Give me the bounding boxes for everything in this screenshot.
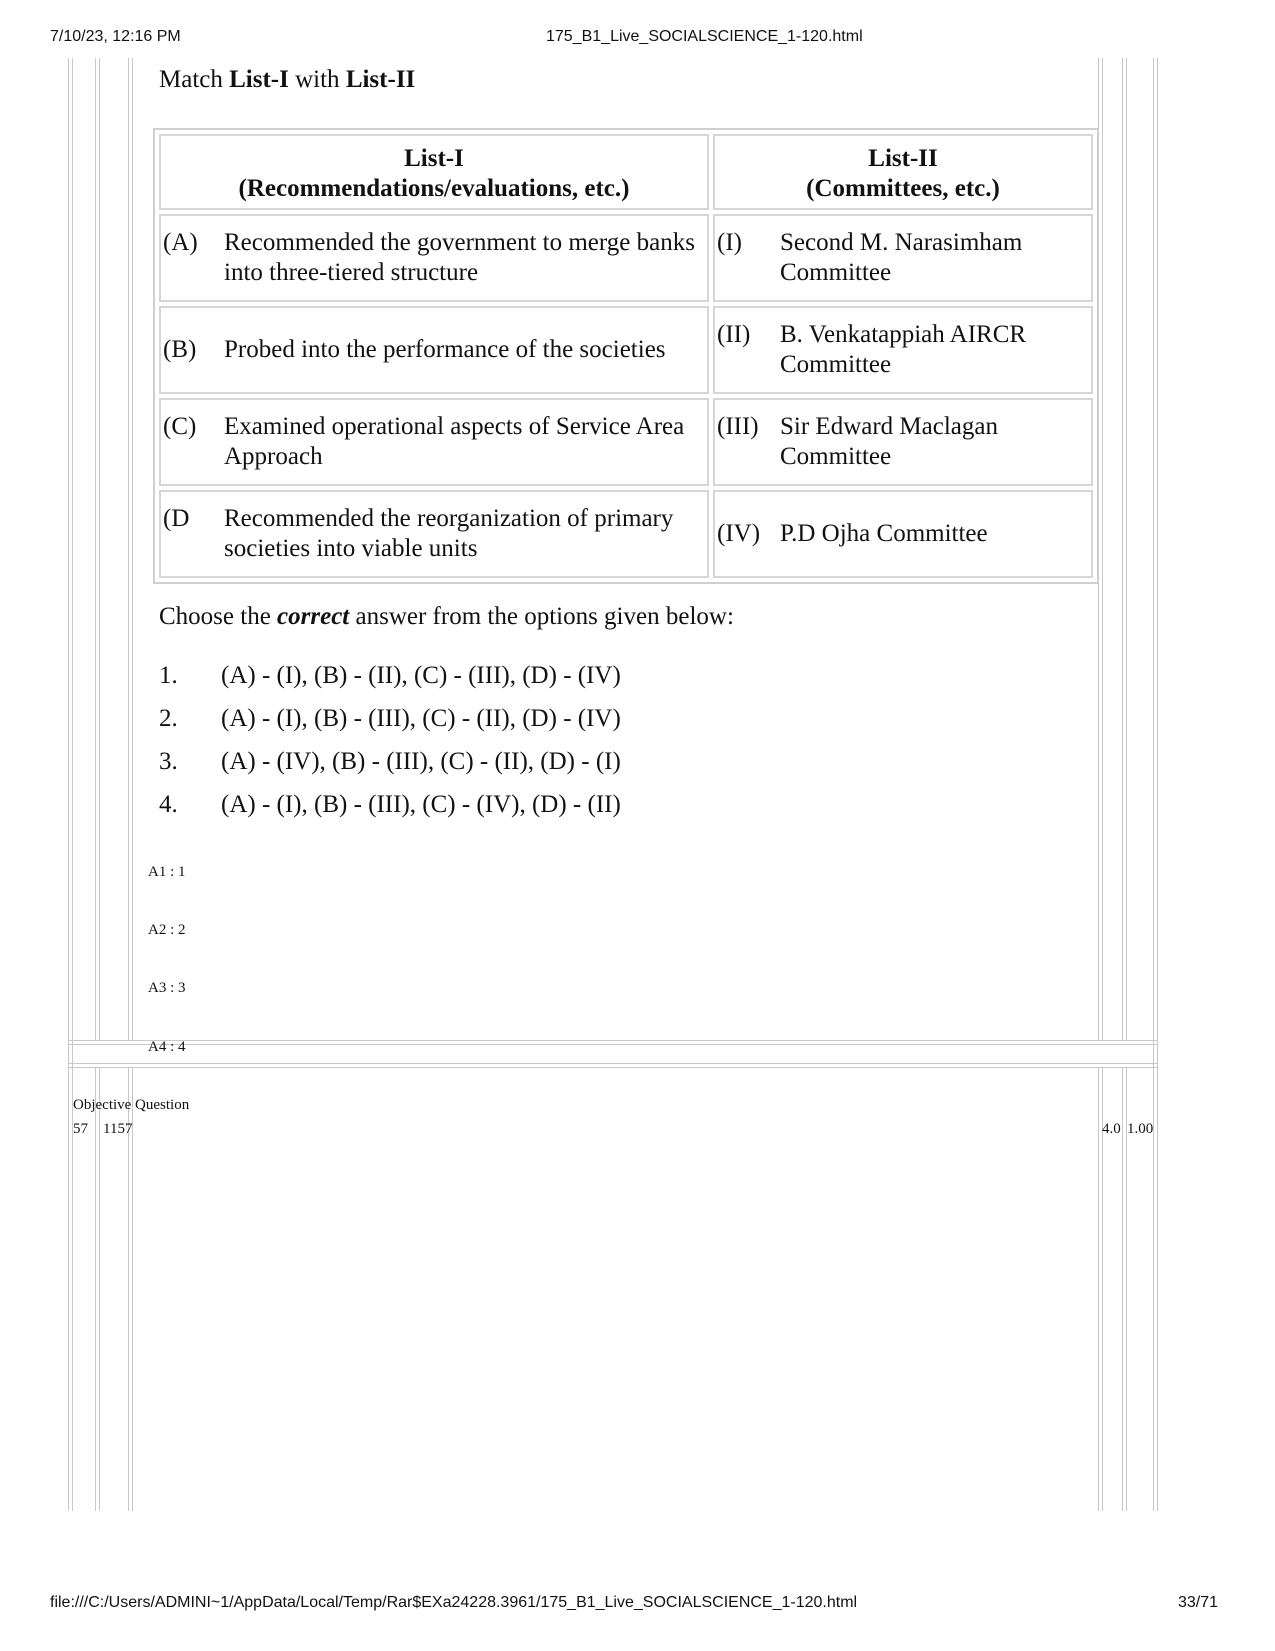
grid-line <box>1122 1067 1123 1511</box>
list1-cell <box>159 306 709 394</box>
grid-line <box>68 1067 1158 1068</box>
choose-instruction <box>159 603 734 631</box>
answer-key-2: A2 : 2 <box>148 922 186 938</box>
option-number: 1. <box>159 662 178 689</box>
list2-header <box>713 134 1093 210</box>
option-2 <box>159 705 621 733</box>
list2-cell <box>713 306 1093 394</box>
list1-cell <box>159 490 709 578</box>
grid-line <box>128 58 129 1040</box>
list2-cell <box>713 214 1093 302</box>
marks-value: 4.0 <box>1102 1121 1121 1137</box>
question-intro <box>159 66 415 94</box>
print-file-path: file:///C:/Users/ADMINI~1/AppData/Local/Temp/Rar$EXa24228.3961/175_B1_Live_SOCIALSCIENCE_1-120.html <box>50 1594 858 1611</box>
choose-emphasis: correct <box>277 603 350 630</box>
row-text: Recommended the reorganization of primary societies into viable units <box>224 505 674 562</box>
intro-list1: List-I <box>229 66 289 93</box>
intro-text: Match <box>159 66 230 93</box>
table-row <box>159 306 1093 394</box>
row-text: Second M. Narasimham Committee <box>780 229 1023 286</box>
grid-line <box>95 1067 96 1511</box>
question-type-label: Objective Question <box>73 1097 190 1113</box>
list1-cell <box>159 398 709 486</box>
answer-key-4: A4 : 4 <box>148 1039 186 1055</box>
grid-line <box>1153 58 1154 1511</box>
grid-line <box>68 1063 1158 1064</box>
option-number: 4. <box>159 791 178 818</box>
print-page-number: 33/71 <box>1178 1594 1219 1611</box>
grid-line <box>68 58 69 1511</box>
table-row <box>159 214 1093 302</box>
row-text: B. Venkatappiah AIRCR Committee <box>780 321 1027 378</box>
table-row <box>159 490 1093 578</box>
row-label: (B) <box>163 336 197 363</box>
option-text: (A) - (I), (B) - (III), (C) - (IV), (D) - (II) <box>221 791 621 818</box>
list2-cell <box>713 398 1093 486</box>
grid-line <box>99 1067 100 1511</box>
grid-line <box>99 58 100 1040</box>
row-label: (D <box>163 505 190 532</box>
row-text: Sir Edward Maclagan Committee <box>780 413 998 470</box>
grid-line <box>68 1040 1158 1041</box>
table-row <box>159 398 1093 486</box>
intro-list2: List-II <box>345 66 416 93</box>
list2-subtitle: (Committees, etc.) <box>806 175 1000 202</box>
print-datetime: 7/10/23, 12:16 PM <box>50 28 181 45</box>
option-number: 3. <box>159 748 178 775</box>
option-1 <box>159 662 621 690</box>
grid-line <box>68 1044 1158 1045</box>
row-text: P.D Ojha Committee <box>780 520 988 547</box>
option-number: 2. <box>159 705 178 732</box>
row-label: (I) <box>717 229 742 256</box>
intro-text: with <box>288 66 346 93</box>
list1-subtitle: (Recommendations/evaluations, etc.) <box>238 175 630 202</box>
grid-line <box>1126 58 1127 1040</box>
row-label: (II) <box>717 321 751 348</box>
option-text: (A) - (I), (B) - (II), (C) - (III), (D) - (IV) <box>221 662 621 689</box>
list1-title: List-I <box>404 145 464 172</box>
match-table-header <box>159 134 1093 210</box>
choose-text: Choose the <box>159 603 278 630</box>
print-doc-title: 175_B1_Live_SOCIALSCIENCE_1-120.html <box>546 28 863 45</box>
row-label: (III) <box>717 413 759 440</box>
list1-cell <box>159 214 709 302</box>
list2-cell <box>713 490 1093 578</box>
row-label: (IV) <box>717 520 761 547</box>
row-text: Probed into the performance of the societies <box>224 336 666 363</box>
list2-title: List-II <box>868 145 938 172</box>
list1-header <box>159 134 709 210</box>
question-id: 1157 <box>103 1121 133 1137</box>
option-text: (A) - (IV), (B) - (III), (C) - (II), (D) - (I) <box>221 748 621 775</box>
option-3 <box>159 748 621 776</box>
row-label: (C) <box>163 413 197 440</box>
row-text: Recommended the government to merge banks into three-tiered structure <box>224 229 695 286</box>
option-text: (A) - (I), (B) - (III), (C) - (II), (D) - (IV) <box>221 705 621 732</box>
grid-line <box>132 58 133 1040</box>
choose-text: answer from the options given below: <box>349 603 734 630</box>
grid-line <box>1098 1067 1099 1511</box>
grid-line <box>72 58 73 1511</box>
grid-line <box>95 58 96 1040</box>
row-label: (A) <box>163 229 198 256</box>
grid-line <box>1122 58 1123 1040</box>
answer-key-3: A3 : 3 <box>148 980 186 996</box>
grid-line <box>1157 58 1158 1511</box>
match-table <box>153 128 1099 584</box>
option-4 <box>159 791 621 819</box>
negative-marks-value: 1.00 <box>1127 1121 1154 1137</box>
row-text: Examined operational aspects of Service Area Approach <box>224 413 685 470</box>
answer-key-1: A1 : 1 <box>148 864 186 880</box>
grid-line <box>1102 58 1103 1040</box>
serial-number: 57 <box>73 1121 88 1137</box>
